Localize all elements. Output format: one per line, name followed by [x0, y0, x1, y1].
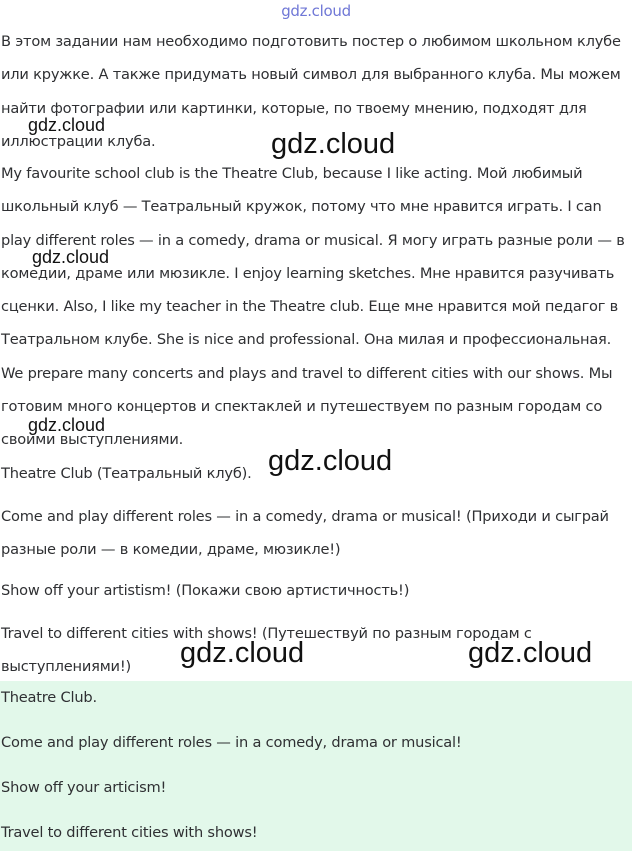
- poster-translated-title: Theatre Club (Театральный клуб).: [1, 465, 252, 482]
- poster-answer-line-2: Show off your articism!: [1, 779, 167, 796]
- watermark: gdz.cloud: [32, 247, 110, 267]
- poster-answer-line-1: Come and play different roles — in a comedy, drama or musical!: [1, 734, 462, 751]
- poster-translated-line-2: Show off your artistism! (Покажи свою артистичность!): [1, 582, 410, 599]
- site-logo[interactable]: gdz.cloud: [281, 2, 351, 20]
- watermark: gdz.cloud: [28, 115, 106, 135]
- watermark: gdz.cloud: [180, 637, 305, 669]
- watermark: gdz.cloud: [271, 128, 396, 160]
- answer-panel: [0, 681, 632, 851]
- poster-answer-line-3: Travel to different cities with shows!: [1, 824, 258, 841]
- poster-translated-line-3: Travel to different cities with shows! (Путешествуй по разным городам с выступлениями!): [1, 625, 532, 675]
- watermark: gdz.cloud: [468, 637, 593, 669]
- intro-paragraph: В этом задании нам необходимо подготовить постер о любимом школьном клубе или кружке. А также придумать новый символ для выбранного клуба. Мы можем найти фотографии или картинки, которые, по твоему мнению, подходят для иллюстрации клуба.: [1, 33, 621, 150]
- watermark: gdz.cloud: [268, 445, 393, 477]
- main-paragraph: My favourite school club is the Theatre Club, because I like acting. Мой любимый школьный клуб — Театральный кружок, потому что мне нравится играть. I can play different roles — in a comedy, drama or musical. Я могу играть разные роли — в комедии, драме или мюзикле. I enjoy learning sketches. Мне нравится разучивать сценки. Also, I like my teacher in the Theatre club. Еще мне нравится мой педагог в Театральном клубе. She is nice and professional. Она милая и профессиональная. We prepare many concerts and plays and travel to different cities with our shows. Мы готовим много концертов и спектаклей и путешествуем по разным городам со своими выступлениями.: [1, 165, 625, 449]
- poster-translated-line-1: Come and play different roles — in a comedy, drama or musical! (Приходи и сыграй разные роли — в комедии, драме, мюзикле!): [1, 508, 609, 558]
- poster-answer-title: Theatre Club.: [1, 689, 97, 706]
- watermark: gdz.cloud: [28, 415, 106, 435]
